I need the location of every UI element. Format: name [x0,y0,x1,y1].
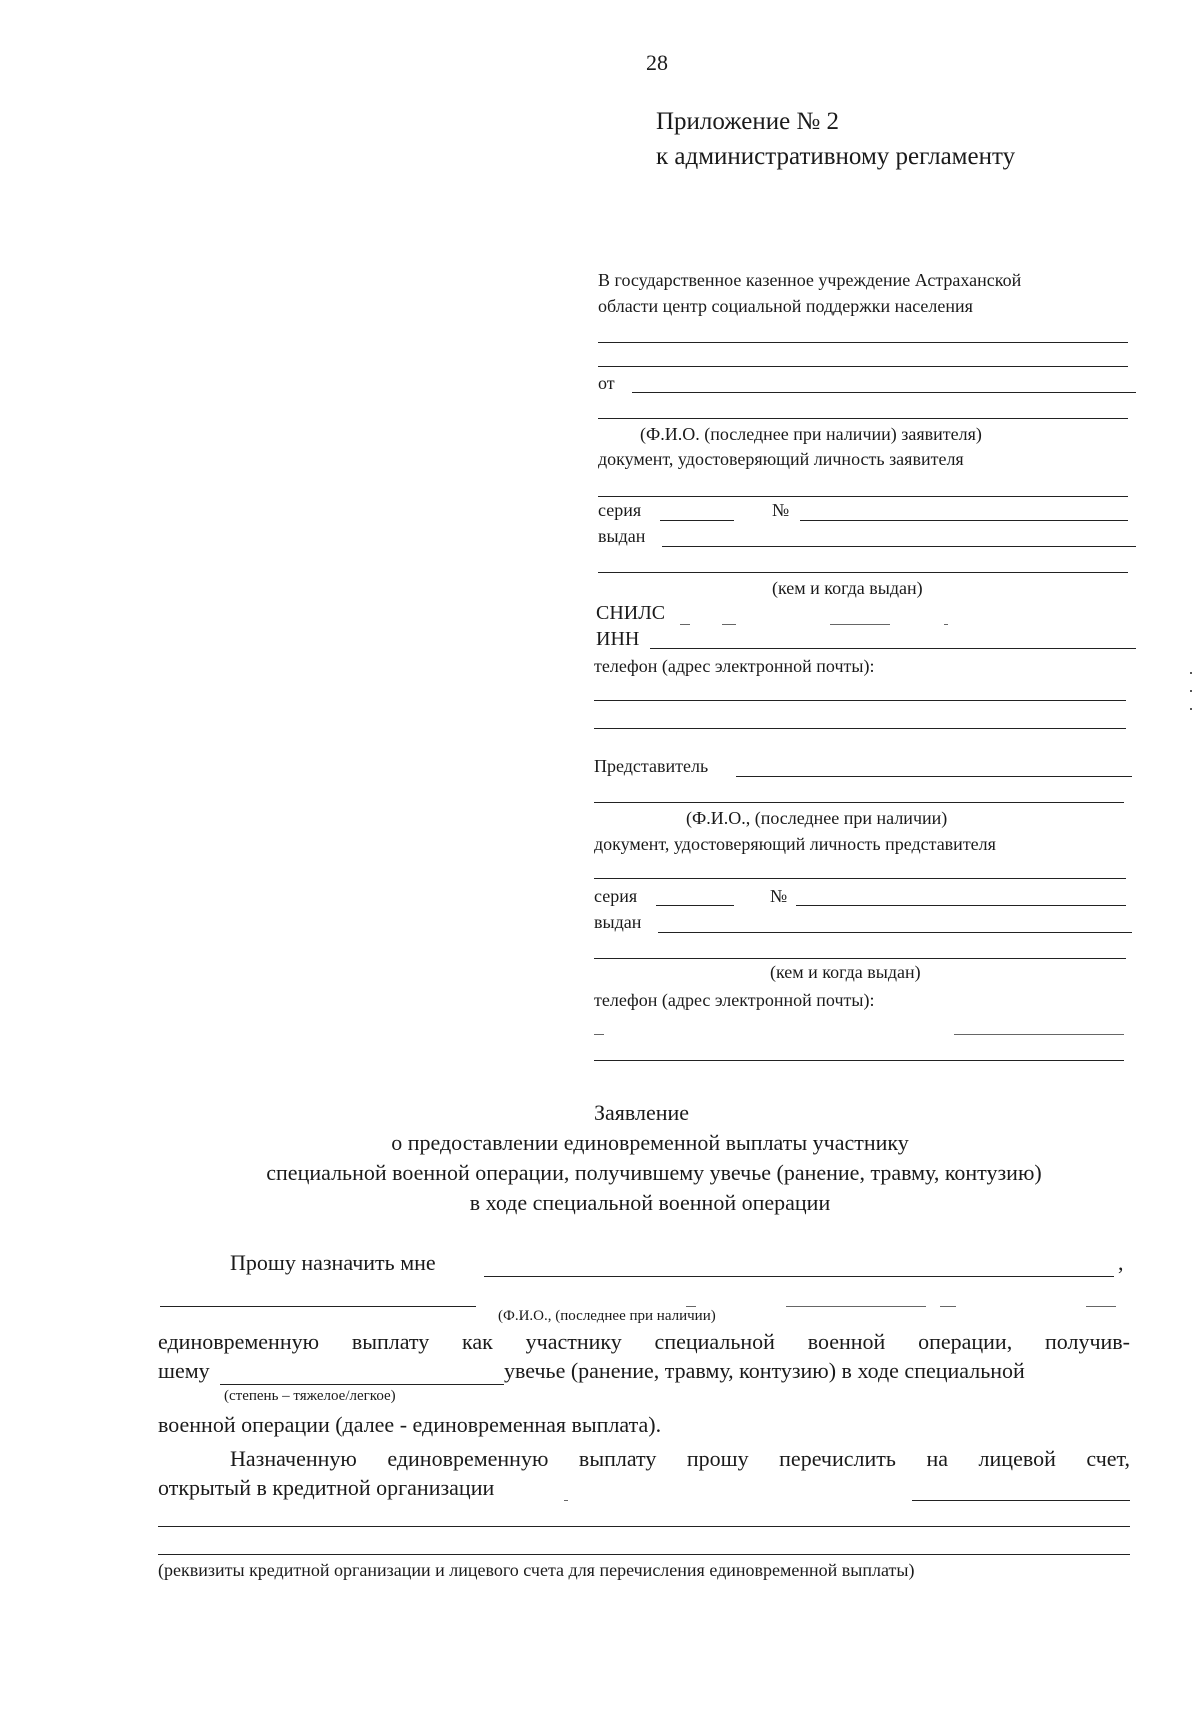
bank-caption: (реквизиты кредитной организации и лицевого счета для перечисления единовременной выплаты) [158,1560,915,1580]
applicant-fio-caption: (Ф.И.О. (последнее при наличии) заявителя) [640,424,982,444]
snils-field-mark[interactable] [830,624,890,625]
appendix-line-1: Приложение № 2 [656,108,840,135]
paragraph-1-line-3: военной операции (далее - единовременная выплата). [158,1412,662,1437]
addressee-line-2: области центр социальной поддержки населения [598,296,973,316]
statement-subtitle-1: о предоставлении единовременной выплаты участнику [391,1130,909,1155]
representative-phone-label: телефон (адрес электронной почты): [594,990,875,1010]
request-name-field-2-mark[interactable] [1086,1306,1116,1307]
paragraph-1-line-2-end: увечье (ранение, травму, контузию) в ходе специальной [504,1358,1025,1383]
representative-number-field[interactable] [796,905,1126,906]
representative-series-label: серия [594,886,638,906]
appendix-line-2: к административному регламенту [656,143,1016,170]
applicant-series-field[interactable] [660,520,734,521]
representative-phone-field-1[interactable] [954,1034,1124,1035]
representative-series-field[interactable] [656,905,734,906]
applicant-issued-field[interactable] [662,546,1136,547]
request-fio-caption: (Ф.И.О., (последнее при наличии) [498,1308,716,1324]
applicant-phone-label: телефон (адрес электронной почты): [594,656,875,676]
representative-name-field[interactable] [736,776,1132,777]
representative-issued-caption: (кем и когда выдан) [770,962,921,982]
scan-speck [1190,690,1192,692]
scan-speck [1190,672,1192,674]
applicant-doc-label: документ, удостоверяющий личность заявителя [598,449,964,469]
paragraph-1-line-2-start: шему [158,1358,210,1383]
applicant-number-field[interactable] [800,520,1128,521]
request-comma: , [1118,1250,1124,1275]
paragraph-2-line-1: Назначенную единовременную выплату прошу перечислить на лицевой счет, [230,1446,1130,1471]
scan-speck [1190,708,1192,710]
bank-field-2[interactable] [158,1526,1130,1527]
representative-issued-field-2[interactable] [594,958,1126,959]
statement-title: Заявление [594,1100,690,1125]
snils-field-mark[interactable] [944,624,948,625]
request-name-field-2[interactable] [160,1306,476,1307]
addressee-blank-1[interactable] [598,342,1128,343]
inn-field[interactable] [650,648,1136,649]
representative-phone-field-mark[interactable] [594,1034,604,1035]
paragraph-1-line-1: единовременную выплату как участнику специальной военной операции, получив- [158,1329,1130,1354]
bank-field[interactable] [912,1500,1130,1501]
applicant-phone-field-2[interactable] [594,728,1126,729]
applicant-name-field-2[interactable] [598,418,1128,419]
statement-subtitle-3: в ходе специальной военной операции [469,1190,831,1215]
request-name-field[interactable] [484,1276,1114,1277]
representative-issued-label: выдан [594,912,642,932]
addressee-blank-2[interactable] [598,366,1128,367]
bank-field-mark[interactable] [564,1500,568,1501]
request-name-field-2-mark[interactable] [786,1306,926,1307]
paragraph-2-line-2: открытый в кредитной организации [158,1475,495,1500]
request-name-field-2-mark[interactable] [686,1306,696,1307]
representative-doc-field[interactable] [594,878,1126,879]
snils-field-mark[interactable] [722,624,736,625]
representative-number-label: № [770,886,788,906]
bank-field-3[interactable] [158,1554,1130,1555]
applicant-name-field[interactable] [632,392,1136,393]
page-number: 28 [646,50,668,75]
inn-label: ИНН [596,628,640,650]
statement-subtitle-2: специальной военной операции, получившему увечье (ранение, травму, контузию) [266,1160,1042,1185]
applicant-number-label: № [772,500,790,520]
applicant-issued-caption: (кем и когда выдан) [772,578,923,598]
representative-phone-field-2[interactable] [594,1060,1124,1061]
snils-label: СНИЛС [596,602,666,624]
addressee-line-1: В государственное казенное учреждение Астраханской [598,270,1022,290]
representative-doc-label: документ, удостоверяющий личность представителя [594,834,996,854]
applicant-phone-field-1[interactable] [594,700,1126,701]
from-label: от [598,373,615,393]
representative-label: Представитель [594,756,709,776]
representative-name-field-2[interactable] [594,802,1124,803]
snils-field-mark[interactable] [680,624,690,625]
severity-field[interactable] [220,1384,504,1385]
applicant-issued-field-2[interactable] [598,572,1128,573]
severity-caption: (степень – тяжелое/легкое) [224,1388,396,1404]
representative-issued-field[interactable] [658,932,1132,933]
applicant-issued-label: выдан [598,526,646,546]
representative-fio-caption: (Ф.И.О., (последнее при наличии) [686,808,948,828]
request-name-field-2-mark[interactable] [940,1306,956,1307]
applicant-doc-field[interactable] [598,496,1128,497]
request-start: Прошу назначить мне [230,1250,436,1275]
applicant-series-label: серия [598,500,642,520]
